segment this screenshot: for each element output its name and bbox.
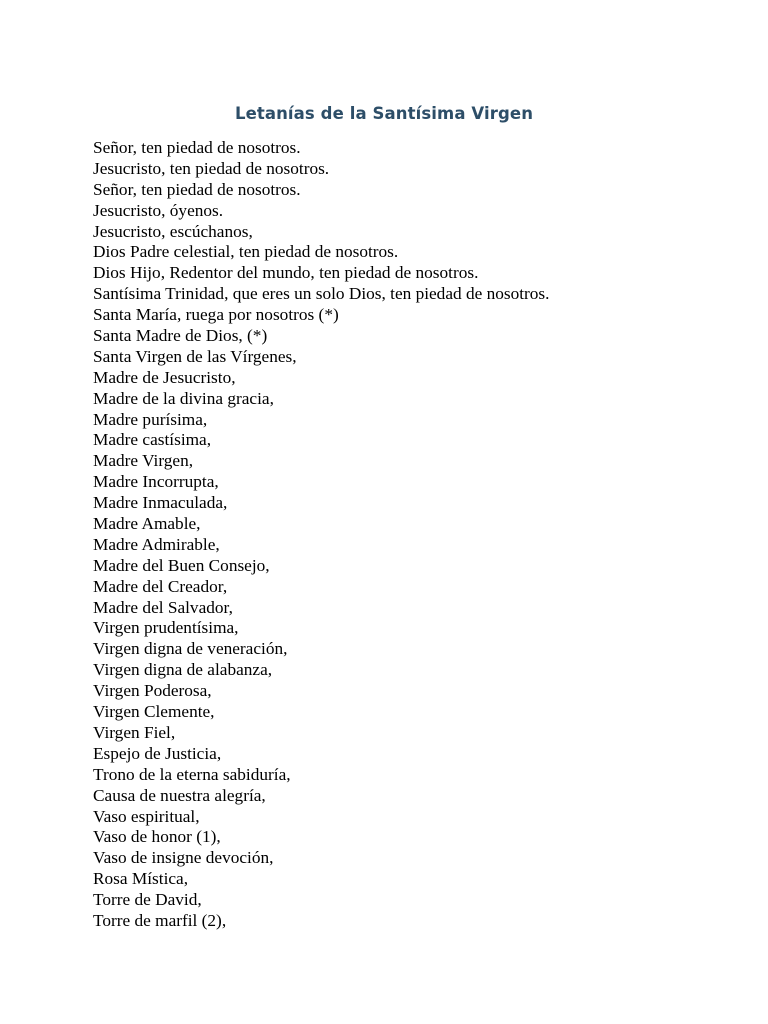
litany-line: Señor, ten piedad de nosotros. bbox=[93, 138, 301, 157]
litany-line: Virgen prudentísima, bbox=[93, 618, 239, 638]
litany-line: Madre Admirable, bbox=[93, 534, 220, 554]
litany-line: Virgen digna de alabanza, bbox=[93, 660, 273, 680]
litany-line: Vaso de insigne devoción, bbox=[93, 848, 274, 868]
litany-line: Santa María, ruega por nosotros (*) bbox=[93, 305, 339, 325]
litany-line: Dios Hijo, Redentor del mundo, ten piedad de nosotros. bbox=[93, 263, 479, 283]
litany-line: Jesucristo, escúchanos, bbox=[93, 221, 253, 241]
litany-line: Torre de David, bbox=[93, 890, 202, 910]
litany-line: Virgen Poderosa, bbox=[93, 681, 212, 701]
litany-line: Madre del Buen Consejo, bbox=[93, 555, 270, 575]
litany-line: Virgen Clemente, bbox=[93, 702, 215, 722]
litany-line: Santa Madre de Dios, (*) bbox=[93, 326, 268, 346]
document-title: Letanías de la Santísima Virgen bbox=[234, 104, 534, 123]
litany-line: Madre de Jesucristo, bbox=[93, 367, 236, 387]
litany-line: Señor, ten piedad de nosotros. bbox=[93, 179, 301, 199]
litany-line: Santa Virgen de las Vírgenes, bbox=[93, 346, 297, 366]
litany-line: Vaso de honor (1), bbox=[93, 827, 221, 847]
litany-line: Madre del Creador, bbox=[93, 576, 228, 596]
litany-line: Madre Virgen, bbox=[93, 451, 194, 471]
litany-line: Trono de la eterna sabiduría, bbox=[93, 764, 291, 784]
litany-line: Madre purísima, bbox=[93, 409, 208, 429]
litany-line: Torre de marfil (2), bbox=[93, 910, 227, 930]
litany-line: Madre Incorrupta, bbox=[93, 472, 219, 492]
litany-line: Vaso espiritual, bbox=[93, 806, 200, 826]
litany-line: Causa de nuestra alegría, bbox=[93, 785, 266, 805]
litany-line: Madre del Salvador, bbox=[93, 597, 233, 617]
litany-line: Jesucristo, ten piedad de nosotros. bbox=[93, 158, 330, 178]
litany-line: Virgen digna de veneración, bbox=[93, 639, 288, 659]
litany-line: Dios Padre celestial, ten piedad de nosotros. bbox=[93, 242, 399, 262]
litany-line: Madre de la divina gracia, bbox=[93, 388, 274, 408]
litany-line: Madre Amable, bbox=[93, 514, 201, 534]
litany-text bbox=[93, 138, 549, 932]
litany-line: Espejo de Justicia, bbox=[93, 743, 222, 763]
litany-line: Santísima Trinidad, que eres un solo Dios, ten piedad de nosotros. bbox=[93, 284, 550, 304]
litany-line: Virgen Fiel, bbox=[93, 722, 176, 742]
litany-line: Jesucristo, óyenos. bbox=[93, 200, 224, 220]
litany-line: Madre castísima, bbox=[93, 430, 212, 450]
litany-line: Rosa Mística, bbox=[93, 869, 189, 889]
litany-line: Madre Inmaculada, bbox=[93, 493, 228, 513]
